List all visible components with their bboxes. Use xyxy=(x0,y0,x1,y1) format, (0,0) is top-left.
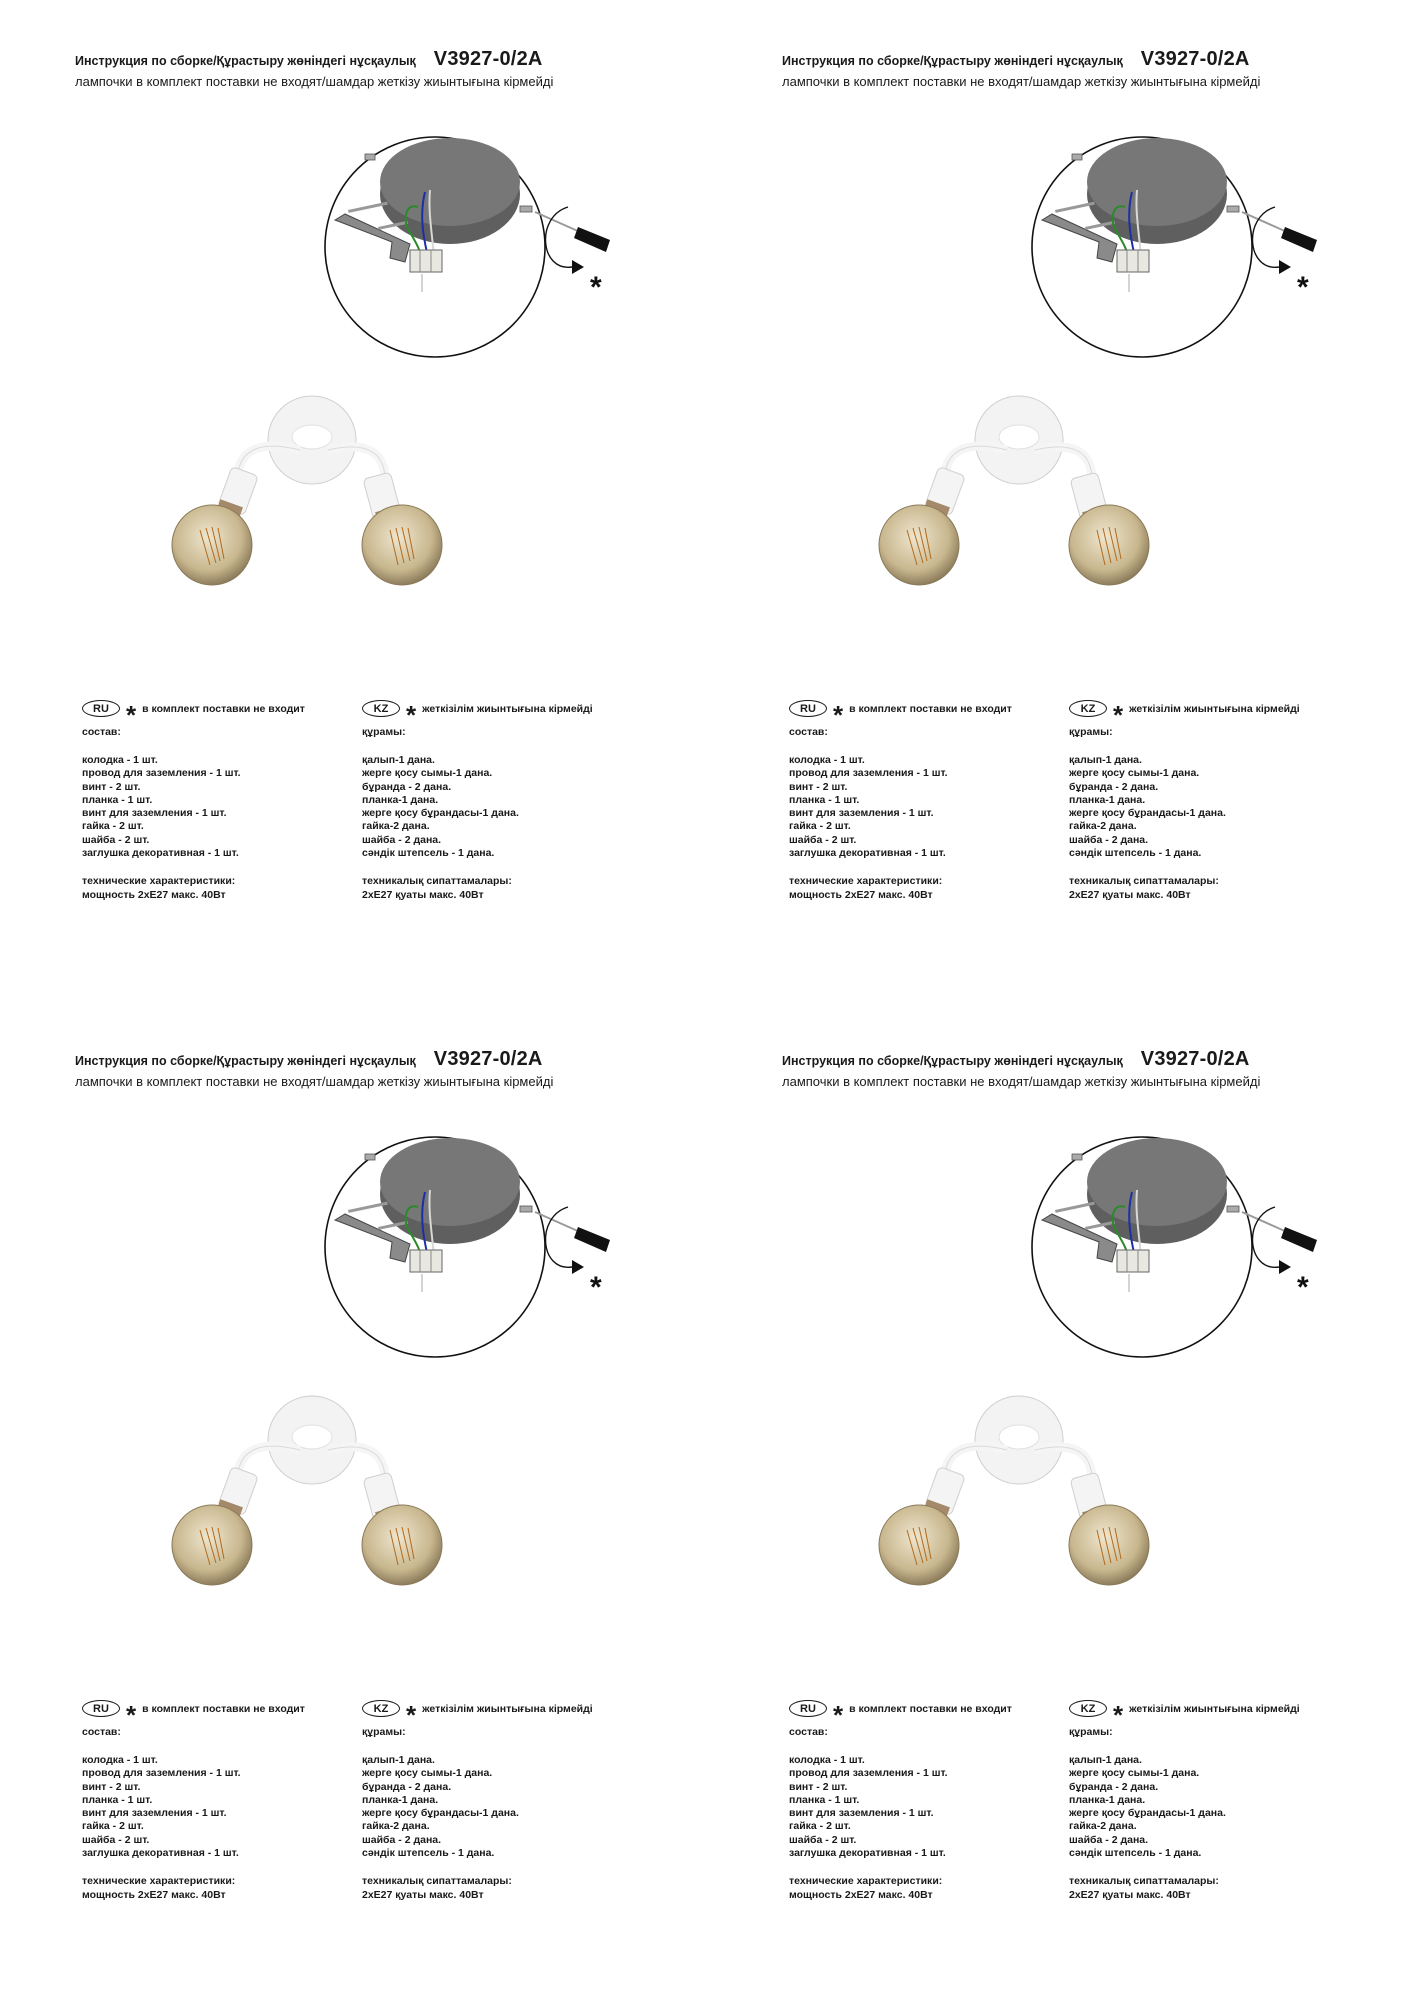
kz-tech-label: техникалық сипаттамалары: xyxy=(1069,875,1219,888)
assembly-diagram-icon xyxy=(310,1132,650,1362)
asterisk-mark: * xyxy=(1297,1271,1309,1304)
list-item: жерге қосу бұрандасы-1 дана. xyxy=(362,1807,519,1820)
instruction-card xyxy=(707,1000,1414,2000)
ru-contents-list xyxy=(82,754,372,860)
instruction-card xyxy=(707,0,1414,1000)
list-item: заглушка декоративная - 1 шт. xyxy=(82,1847,239,1860)
asterisk-icon: * xyxy=(1113,1699,1124,1730)
asterisk-icon: * xyxy=(406,1699,417,1730)
specs-section xyxy=(789,700,1409,920)
list-item: планка - 1 шт. xyxy=(82,1793,153,1806)
kz-badge: KZ xyxy=(1069,1700,1107,1717)
list-item: жерге қосу сымы-1 дана. xyxy=(1069,767,1200,780)
list-item: провод для заземления - 1 шт. xyxy=(82,767,241,780)
wall-lamp-photo xyxy=(140,1395,500,1595)
ru-tech-value: мощность 2хЕ27 макс. 40Вт xyxy=(82,1888,226,1901)
ru-contents-list xyxy=(82,1754,372,1860)
model-number: V3927-0/2A xyxy=(1140,1048,1250,1070)
kz-column xyxy=(362,700,652,902)
asterisk-mark: * xyxy=(590,271,602,304)
list-item: жерге қосу сымы-1 дана. xyxy=(362,767,493,780)
list-item: заглушка декоративная - 1 шт. xyxy=(82,847,239,860)
kz-tech-specs xyxy=(1069,1875,1359,1902)
ru-contents-label: состав: xyxy=(789,1726,828,1738)
kz-badge: KZ xyxy=(1069,700,1107,717)
kz-contents-list xyxy=(362,754,652,860)
ru-heading xyxy=(82,1699,372,1730)
wall-lamp-photo xyxy=(140,395,500,595)
list-item: колодка - 1 шт. xyxy=(82,1754,158,1766)
list-item: бұранда - 2 дана. xyxy=(1069,1780,1159,1793)
list-item: бұранда - 2 дана. xyxy=(1069,780,1159,793)
asterisk-mark: * xyxy=(1297,271,1309,304)
list-item: сәндік штепсель - 1 дана. xyxy=(362,1847,495,1860)
list-item: планка - 1 шт. xyxy=(82,793,153,806)
ru-contents-label: состав: xyxy=(82,726,121,738)
kz-contents-list xyxy=(1069,754,1359,860)
list-item: жерге қосу бұрандасы-1 дана. xyxy=(362,807,519,820)
assembly-diagram-icon xyxy=(1017,132,1357,362)
list-item: шайба - 2 дана. xyxy=(362,833,442,846)
ru-badge: RU xyxy=(82,1700,120,1717)
ru-tech-label: технические характеристики: xyxy=(82,875,236,888)
list-item: қалып-1 дана. xyxy=(362,1754,435,1766)
kz-tech-label: техникалық сипаттамалары: xyxy=(362,1875,512,1888)
kz-contents-label: құрамы: xyxy=(362,726,406,738)
asterisk-icon: * xyxy=(1113,699,1124,730)
ru-tech-label: технические характеристики: xyxy=(82,1875,236,1888)
list-item: планка-1 дана. xyxy=(1069,793,1146,806)
ru-not-included-note: в комплект поставки не входит xyxy=(849,702,1012,715)
ru-tech-value: мощность 2хЕ27 макс. 40Вт xyxy=(789,1888,933,1901)
ru-tech-specs xyxy=(82,875,372,902)
ru-tech-specs xyxy=(789,875,1079,902)
list-item: планка-1 дана. xyxy=(362,793,439,806)
list-item: планка-1 дана. xyxy=(1069,1793,1146,1806)
instruction-title: Инструкция по сборке/Құрастыру жөніндегі нұсқаулық xyxy=(75,54,416,68)
list-item: сәндік штепсель - 1 дана. xyxy=(1069,847,1202,860)
list-item: сәндік штепсель - 1 дана. xyxy=(362,847,495,860)
kz-badge: KZ xyxy=(362,1700,400,1717)
ru-badge: RU xyxy=(789,700,827,717)
specs-section xyxy=(82,1700,702,1920)
ru-column xyxy=(82,700,372,902)
kz-contents-label: құрамы: xyxy=(1069,1726,1113,1738)
list-item: жерге қосу бұрандасы-1 дана. xyxy=(1069,807,1226,820)
asterisk-icon: * xyxy=(833,1699,844,1730)
kz-tech-value: 2хЕ27 қуаты макс. 40Вт xyxy=(1069,888,1191,901)
instruction-card xyxy=(0,0,707,1000)
specs-section xyxy=(82,700,702,920)
instruction-title: Инструкция по сборке/Құрастыру жөніндегі нұсқаулық xyxy=(782,1054,1123,1068)
kz-column xyxy=(362,1700,652,1902)
list-item: шайба - 2 дана. xyxy=(362,1833,442,1846)
ru-badge: RU xyxy=(789,1700,827,1717)
ru-tech-specs xyxy=(82,1875,372,1902)
title-row xyxy=(782,48,1342,71)
list-item: планка - 1 шт. xyxy=(789,793,860,806)
title-row xyxy=(75,1048,635,1071)
ru-column xyxy=(82,1700,372,1902)
kz-heading xyxy=(362,1699,652,1730)
model-number: V3927-0/2A xyxy=(433,48,543,70)
kz-not-included-note: жеткізілім жиынтығына кірмейді xyxy=(1129,1702,1300,1715)
bulbs-not-included-note: лампочки в комплект поставки не входят/шамдар жеткізу жиынтығына кірмейді xyxy=(782,74,1261,89)
list-item: жерге қосу бұрандасы-1 дана. xyxy=(1069,1807,1226,1820)
asterisk-mark: * xyxy=(590,1271,602,1304)
list-item: шайба - 2 шт. xyxy=(789,1833,857,1846)
asterisk-icon: * xyxy=(126,699,137,730)
kz-tech-label: техникалық сипаттамалары: xyxy=(362,875,512,888)
kz-contents-list xyxy=(1069,1754,1359,1860)
kz-not-included-note: жеткізілім жиынтығына кірмейді xyxy=(422,1702,593,1715)
list-item: сәндік штепсель - 1 дана. xyxy=(1069,1847,1202,1860)
bulbs-not-included-note: лампочки в комплект поставки не входят/шамдар жеткізу жиынтығына кірмейді xyxy=(75,1074,554,1089)
ru-badge: RU xyxy=(82,700,120,717)
bulbs-not-included-note: лампочки в комплект поставки не входят/шамдар жеткізу жиынтығына кірмейді xyxy=(75,74,554,89)
wall-lamp-photo xyxy=(847,1395,1207,1595)
list-item: гайка - 2 шт. xyxy=(82,820,144,833)
ru-contents-label: состав: xyxy=(789,726,828,738)
ru-not-included-note: в комплект поставки не входит xyxy=(849,1702,1012,1715)
list-item: планка - 1 шт. xyxy=(789,1793,860,1806)
model-number: V3927-0/2A xyxy=(1140,48,1250,70)
list-item: провод для заземления - 1 шт. xyxy=(789,767,948,780)
ru-contents-label: состав: xyxy=(82,1726,121,1738)
kz-heading xyxy=(1069,699,1359,730)
list-item: жерге қосу сымы-1 дана. xyxy=(362,1767,493,1780)
assembly-diagram-icon xyxy=(1017,1132,1357,1362)
list-item: заглушка декоративная - 1 шт. xyxy=(789,847,946,860)
ru-column xyxy=(789,700,1079,902)
list-item: қалып-1 дана. xyxy=(1069,754,1142,766)
list-item: планка-1 дана. xyxy=(362,1793,439,1806)
kz-contents-list xyxy=(362,1754,652,1860)
kz-tech-label: техникалық сипаттамалары: xyxy=(1069,1875,1219,1888)
ru-not-included-note: в комплект поставки не входит xyxy=(142,1702,305,1715)
list-item: заглушка декоративная - 1 шт. xyxy=(789,1847,946,1860)
list-item: бұранда - 2 дана. xyxy=(362,780,452,793)
list-item: гайка - 2 шт. xyxy=(789,820,851,833)
instruction-title: Инструкция по сборке/Құрастыру жөніндегі нұсқаулық xyxy=(75,1054,416,1068)
ru-heading xyxy=(789,699,1079,730)
list-item: гайка - 2 шт. xyxy=(82,1820,144,1833)
kz-contents-label: құрамы: xyxy=(1069,726,1113,738)
list-item: провод для заземления - 1 шт. xyxy=(82,1767,241,1780)
list-item: гайка-2 дана. xyxy=(1069,1820,1137,1833)
bulbs-not-included-note: лампочки в комплект поставки не входят/шамдар жеткізу жиынтығына кірмейді xyxy=(782,1074,1261,1089)
specs-section xyxy=(789,1700,1409,1920)
list-item: винт для заземления - 1 шт. xyxy=(82,1807,227,1820)
list-item: винт - 2 шт. xyxy=(82,780,141,793)
list-item: гайка - 2 шт. xyxy=(789,1820,851,1833)
card-header xyxy=(782,48,1342,89)
ru-tech-label: технические характеристики: xyxy=(789,1875,943,1888)
list-item: гайка-2 дана. xyxy=(1069,820,1137,833)
asterisk-icon: * xyxy=(833,699,844,730)
ru-tech-value: мощность 2хЕ27 макс. 40Вт xyxy=(789,888,933,901)
list-item: винт для заземления - 1 шт. xyxy=(789,1807,934,1820)
instruction-card xyxy=(0,1000,707,2000)
list-item: бұранда - 2 дана. xyxy=(362,1780,452,1793)
ru-tech-label: технические характеристики: xyxy=(789,875,943,888)
instruction-title: Инструкция по сборке/Құрастыру жөніндегі нұсқаулық xyxy=(782,54,1123,68)
ru-tech-specs xyxy=(789,1875,1079,1902)
kz-contents-label: құрамы: xyxy=(362,1726,406,1738)
list-item: қалып-1 дана. xyxy=(1069,1754,1142,1766)
card-header xyxy=(75,1048,635,1089)
list-item: қалып-1 дана. xyxy=(362,754,435,766)
list-item: колодка - 1 шт. xyxy=(789,754,865,766)
list-item: шайба - 2 шт. xyxy=(789,833,857,846)
assembly-diagram-icon xyxy=(310,132,650,362)
list-item: колодка - 1 шт. xyxy=(789,1754,865,1766)
card-header xyxy=(782,1048,1342,1089)
list-item: гайка-2 дана. xyxy=(362,1820,430,1833)
list-item: винт - 2 шт. xyxy=(789,780,848,793)
kz-column xyxy=(1069,1700,1359,1902)
list-item: винт - 2 шт. xyxy=(82,1780,141,1793)
list-item: винт - 2 шт. xyxy=(789,1780,848,1793)
ru-not-included-note: в комплект поставки не входит xyxy=(142,702,305,715)
ru-heading xyxy=(789,1699,1079,1730)
kz-not-included-note: жеткізілім жиынтығына кірмейді xyxy=(1129,702,1300,715)
kz-tech-specs xyxy=(362,875,652,902)
list-item: шайба - 2 шт. xyxy=(82,833,150,846)
list-item: шайба - 2 дана. xyxy=(1069,833,1149,846)
ru-contents-list xyxy=(789,754,1079,860)
kz-tech-value: 2хЕ27 қуаты макс. 40Вт xyxy=(1069,1888,1191,1901)
list-item: винт для заземления - 1 шт. xyxy=(789,807,934,820)
title-row xyxy=(75,48,635,71)
kz-heading xyxy=(362,699,652,730)
card-header xyxy=(75,48,635,89)
list-item: шайба - 2 дана. xyxy=(1069,1833,1149,1846)
asterisk-icon: * xyxy=(126,1699,137,1730)
kz-tech-value: 2хЕ27 қуаты макс. 40Вт xyxy=(362,1888,484,1901)
list-item: жерге қосу сымы-1 дана. xyxy=(1069,1767,1200,1780)
asterisk-icon: * xyxy=(406,699,417,730)
list-item: шайба - 2 шт. xyxy=(82,1833,150,1846)
list-item: колодка - 1 шт. xyxy=(82,754,158,766)
ru-contents-list xyxy=(789,1754,1079,1860)
kz-tech-specs xyxy=(362,1875,652,1902)
ru-column xyxy=(789,1700,1079,1902)
title-row xyxy=(782,1048,1342,1071)
ru-tech-value: мощность 2хЕ27 макс. 40Вт xyxy=(82,888,226,901)
kz-tech-specs xyxy=(1069,875,1359,902)
kz-tech-value: 2хЕ27 қуаты макс. 40Вт xyxy=(362,888,484,901)
kz-heading xyxy=(1069,1699,1359,1730)
list-item: провод для заземления - 1 шт. xyxy=(789,1767,948,1780)
kz-column xyxy=(1069,700,1359,902)
list-item: винт для заземления - 1 шт. xyxy=(82,807,227,820)
model-number: V3927-0/2A xyxy=(433,1048,543,1070)
kz-badge: KZ xyxy=(362,700,400,717)
wall-lamp-photo xyxy=(847,395,1207,595)
ru-heading xyxy=(82,699,372,730)
list-item: гайка-2 дана. xyxy=(362,820,430,833)
kz-not-included-note: жеткізілім жиынтығына кірмейді xyxy=(422,702,593,715)
